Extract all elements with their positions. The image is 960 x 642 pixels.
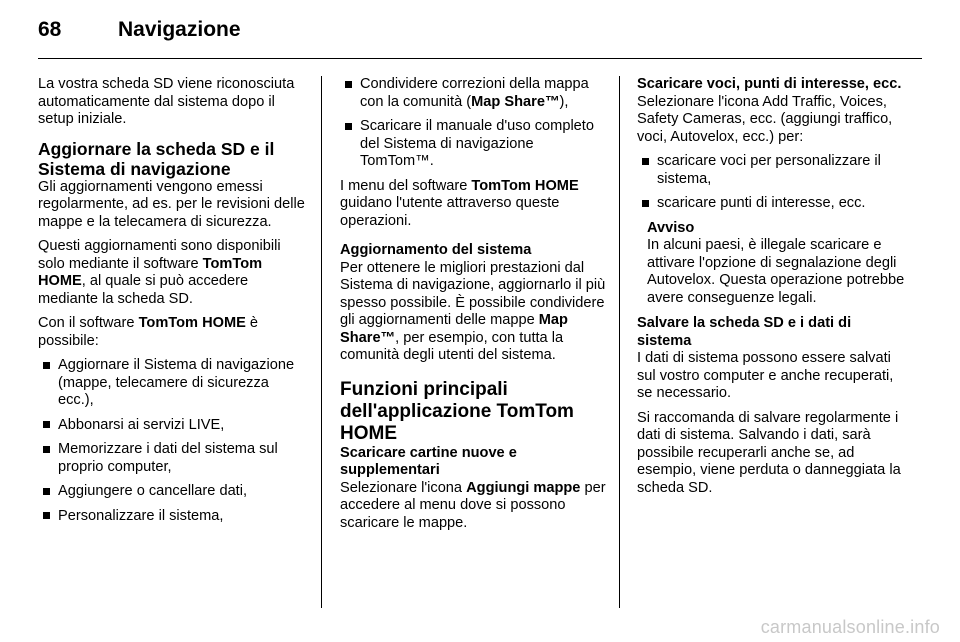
text: Per ottenere le migliori prestazioni dal Sistema di navigazione, aggiornarlo il più spesso possibile. È possibile condividere gli aggiornamenti delle mappe xyxy=(340,259,606,328)
list-item xyxy=(43,508,306,526)
warning-note xyxy=(647,220,905,308)
text: I menu del software xyxy=(340,177,472,194)
list-item-text: Scaricare il manuale d'uso completo del Sistema di navigazione TomTom™. xyxy=(360,118,594,169)
paragraph xyxy=(340,260,608,365)
square-bullet-icon xyxy=(43,421,50,428)
square-bullet-icon xyxy=(642,200,649,207)
bold-text: TomTom HOME xyxy=(38,255,263,289)
column-divider xyxy=(321,76,322,608)
text: ), xyxy=(559,93,569,110)
list-item-text: Condividere correzioni della mappa con la comunità ( xyxy=(360,76,589,110)
text: , per esempio, con tutta la comunità degli utenti del sistema. xyxy=(340,329,564,363)
list-item xyxy=(43,483,306,501)
paragraph xyxy=(38,315,306,350)
text: Selezionare l'icona xyxy=(340,479,467,496)
column-3 xyxy=(637,76,905,504)
list-item xyxy=(345,76,608,111)
intro-paragraph: La vostra scheda SD viene riconosciuta automaticamente dal sistema dopo il setup iniziale. xyxy=(38,76,295,127)
paragraph: I dati di sistema possono essere salvati sul vostro computer e anche recuperati, se necessario. xyxy=(637,350,894,401)
list-item-text: Memorizzare i dati del sistema sul proprio computer, xyxy=(58,441,278,475)
watermark: carmanualsonline.info xyxy=(760,617,940,637)
bold-text: TomTom HOME xyxy=(138,315,246,331)
text: guidano l'utente attraverso queste operazioni. xyxy=(340,195,560,229)
text: Questi aggiornamenti sono disponibili solo mediante il software xyxy=(38,238,281,272)
text: , al quale si può accedere mediante la scheda SD. xyxy=(38,273,249,307)
subsection-heading: Aggiornamento del sistema xyxy=(340,242,532,258)
bullet-list xyxy=(340,76,608,171)
note-text: In alcuni paesi, è illegale scaricare e attivare l'opzione di segnalazione degli Autovelox. Questa operazione potrebbe avere conseguenze legali. xyxy=(647,237,905,306)
list-item xyxy=(43,357,306,410)
list-item-text: scaricare voci per personalizzare il sistema, xyxy=(657,153,881,187)
list-item xyxy=(345,118,608,171)
bold-text: Map Share™ xyxy=(340,312,568,346)
list-item-text: Aggiornare il Sistema di navigazione (mappe, telecamere di sicurezza ecc.), xyxy=(58,357,295,408)
page-header xyxy=(38,18,922,59)
bullet-list xyxy=(637,153,905,213)
list-item xyxy=(43,441,306,476)
paragraph: Selezionare l'icona Add Traffic, Voices, Safety Cameras, ecc. (aggiungi traffico, voci, Autovelox, ecc.) per: xyxy=(637,93,893,145)
section-heading: Funzioni principali dell'applicazione TomTom HOME xyxy=(340,378,574,444)
section-heading: Aggiornare la scheda SD e il Sistema di navigazione xyxy=(38,138,275,179)
list-item xyxy=(642,153,905,188)
paragraph xyxy=(340,178,608,231)
subsection-heading: Scaricare cartine nuove e supplementari xyxy=(340,444,517,478)
square-bullet-icon xyxy=(345,81,352,88)
square-bullet-icon xyxy=(345,123,352,130)
text: Con il software xyxy=(38,315,139,331)
square-bullet-icon xyxy=(43,488,50,495)
column-divider xyxy=(619,76,620,608)
paragraph: Gli aggiornamenti vengono emessi regolarmente, ad es. per le revisioni delle mappe e la telecamera di sicurezza. xyxy=(38,178,305,230)
paragraph xyxy=(38,238,306,308)
square-bullet-icon xyxy=(43,446,50,453)
text: per accedere al menu dove si possono scaricare le mappe. xyxy=(340,479,606,531)
page-title: Navigazione xyxy=(118,18,241,41)
bold-text: Aggiungi mappe xyxy=(466,479,581,496)
text: è possibile: xyxy=(38,315,259,349)
paragraph xyxy=(340,480,608,533)
square-bullet-icon xyxy=(642,158,649,165)
bullet-list xyxy=(38,357,306,525)
list-item-text: Personalizzare il sistema, xyxy=(58,507,224,524)
subsection-heading: Scaricare voci, punti di interesse, ecc. xyxy=(637,76,902,92)
column-2 xyxy=(340,76,608,539)
list-item-text: scaricare punti di interesse, ecc. xyxy=(657,195,866,211)
list-item-text: Abbonarsi ai servizi LIVE, xyxy=(58,416,225,433)
page-number: 68 xyxy=(38,18,62,41)
square-bullet-icon xyxy=(43,512,50,519)
list-item-text: Aggiungere o cancellare dati, xyxy=(58,483,248,499)
bold-text: TomTom HOME xyxy=(471,177,579,194)
note-title: Avviso xyxy=(647,219,695,236)
paragraph: Si raccomanda di salvare regolarmente i dati di sistema. Salvando i dati, sarà possibile recuperarli anche se, ad esempio, viene perduta o danneggiata la scheda SD. xyxy=(637,409,901,496)
list-item xyxy=(43,417,306,435)
list-item xyxy=(642,195,905,213)
bold-text: Map Share™ xyxy=(471,93,560,110)
column-1 xyxy=(38,76,306,532)
square-bullet-icon xyxy=(43,362,50,369)
subsection-heading: Salvare la scheda SD e i dati di sistema xyxy=(637,315,852,349)
